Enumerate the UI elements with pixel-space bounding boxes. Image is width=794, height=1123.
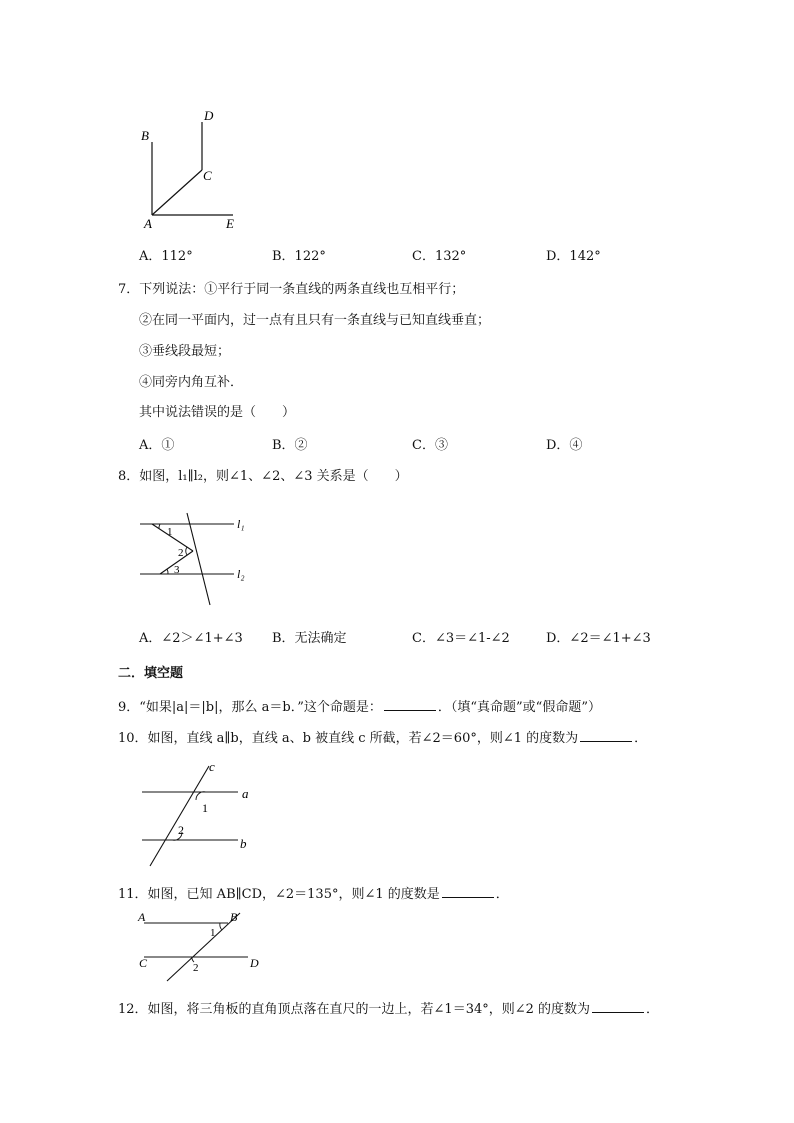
q10-label-a: a [242, 786, 249, 801]
q11-label-b: B [230, 910, 238, 924]
q8-label-l2: l₂ [237, 567, 245, 581]
q8-option-b: B．无法确定 [272, 631, 347, 646]
q6-line-ac [152, 170, 202, 215]
q6-label-d: D [204, 108, 214, 123]
q8-option-c: C．∠3＝∠1-∠2 [412, 631, 510, 646]
q9-answer-blank[interactable] [384, 698, 436, 711]
q10-answer-blank[interactable] [580, 729, 632, 742]
q10-figure [130, 760, 270, 870]
q6-label-b: B [141, 128, 149, 143]
q6-figure [130, 100, 250, 240]
q6-label-e: E [226, 216, 234, 231]
q12-stem: 12．如图，将三角板的直角顶点落在直尺的一边上，若∠1＝34°，则∠2 的度数为 [118, 1002, 591, 1017]
q11-label-d: D [250, 956, 259, 970]
q7-stem: 7．下列说法：①平行于同一条直线的两条直线也互相平行； [118, 282, 465, 297]
q8-figure [130, 508, 260, 608]
q10-label-b: b [240, 836, 247, 851]
q6-option-b: B．122° [272, 249, 326, 264]
q8-option-d: D．∠2＝∠1+∠3 [546, 631, 651, 646]
q11-label-c: C [139, 956, 148, 970]
q8-arc-2 [186, 547, 187, 555]
q7-statement-3: ③垂线段最短； [139, 344, 231, 359]
q7-option-b: B．② [272, 438, 308, 453]
q9-stem: 9．“如果|a|＝|b|，那么 a＝b．”这个命题是： [118, 700, 382, 715]
q8-label-2: 2 [178, 547, 184, 559]
q8-arc-3 [167, 569, 168, 574]
q8-label-1: 1 [167, 526, 173, 538]
q12-line [118, 1000, 659, 1018]
q11-tail: ． [495, 887, 509, 902]
q7-statement-4: ④同旁内角互补． [139, 375, 244, 390]
q11-line [118, 885, 509, 903]
q7-question: 其中说法错误的是（ ） [139, 405, 296, 420]
q8-label-3: 3 [174, 564, 180, 576]
q7-option-d: D．④ [546, 438, 583, 453]
q11-label-2: 2 [193, 962, 199, 974]
q12-answer-blank[interactable] [592, 1000, 644, 1013]
q7-option-a: A．① [139, 438, 175, 453]
q6-option-a: A．112° [139, 249, 193, 264]
q11-stem: 11．如图，已知 AB∥CD，∠2＝135°，则∠1 的度数是 [118, 887, 440, 902]
q11-arc-1 [220, 923, 222, 930]
q8-arc-1 [159, 524, 160, 529]
q7-statement-2: ②在同一平面内，过一点有且只有一条直线与已知直线垂直； [139, 313, 491, 328]
q10-line [118, 729, 647, 747]
q8-transversal [187, 513, 210, 605]
q10-stem: 10．如图，直线 a∥b，直线 a、b 被直线 c 所截，若∠2＝60°，则∠1 的度数为 [118, 731, 579, 746]
q11-label-a: A [138, 910, 146, 924]
q6-label-c: C [203, 168, 212, 183]
section-title-fill-in: 二．填空题 [118, 666, 184, 681]
q8-stem: 8．如图，l₁∥l₂，则∠1、∠2、∠3 关系是（ ） [118, 469, 408, 484]
q11-label-1: 1 [210, 927, 216, 939]
q11-figure [130, 905, 270, 985]
q10-line-c [150, 766, 209, 866]
q7-option-c: C．③ [412, 438, 448, 453]
q11-answer-blank[interactable] [442, 885, 494, 898]
q10-arc-1 [196, 792, 206, 800]
q8-option-a: A．∠2＞∠1+∠3 [139, 631, 243, 646]
q8-label-l1: l₁ [237, 517, 245, 531]
q6-label-a: A [144, 216, 152, 231]
q10-label-1: 1 [202, 801, 208, 815]
q10-label-c: c [209, 760, 215, 774]
q10-tail: ． [634, 731, 648, 746]
q12-tail: ． [646, 1002, 660, 1017]
q6-option-d: D．142° [546, 249, 601, 264]
q6-option-c: C．132° [412, 249, 467, 264]
q9-tail: ．（填“真命题”或“假命题”） [437, 700, 601, 715]
q10-label-2: 2 [178, 823, 184, 837]
q9-line [118, 698, 601, 716]
